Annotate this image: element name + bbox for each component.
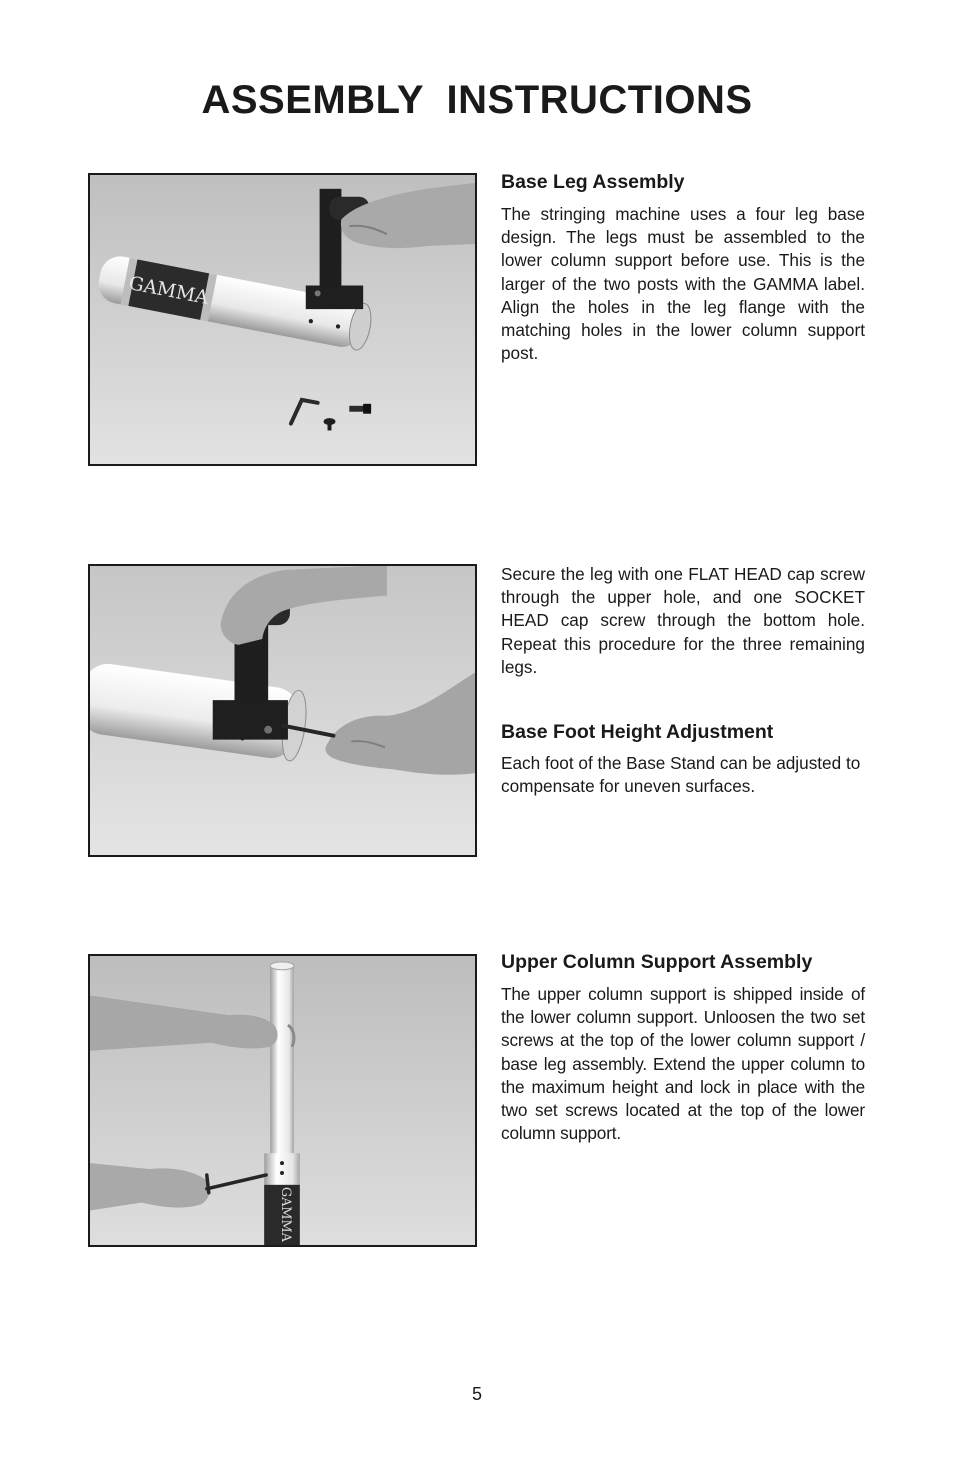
text-base-leg-assembly: The stringing machine uses a four leg base design. The legs must be assembled to the lower column support before use. This is the larger of the two posts with the GAMMA label. Align the holes in the leg flange with the matching holes in the lower column support post. [501, 204, 865, 364]
page-number: 5 [471, 1384, 482, 1404]
photo-secure-leg [88, 564, 477, 857]
heading-base-foot-height-adjustment: Base Foot Height Adjustment [501, 721, 774, 743]
heading-base-leg-assembly: Base Leg Assembly [501, 171, 685, 193]
text-upper-column-support-assembly: The upper column support is shipped inside of the lower column support. Unloosen the two set screws at the top of the lower column support / base leg assembly. Extend the upper column to the maximum height and lock in place with the two set screws located at the top of the lower column support. [501, 984, 865, 1144]
gamma-label: GAMMA [126, 273, 211, 309]
svg-text:GAMMA: GAMMA [277, 1186, 294, 1242]
page-title: ASSEMBLY INSTRUCTIONS [201, 78, 753, 122]
text-secure-leg: Secure the leg with one FLAT HEAD cap screw through the upper hole, and one SOCKET HEAD cap screw through the bottom hole. Repeat this procedure for the three remaining legs. [501, 564, 865, 677]
text-base-foot-height-adjustment: Each foot of the Base Stand can be adjusted to compensate for uneven surfaces. [501, 753, 861, 797]
photo-upper-column [88, 954, 477, 1247]
photo-base-leg-assembly [88, 173, 477, 466]
heading-upper-column-support-assembly: Upper Column Support Assembly [501, 951, 813, 973]
